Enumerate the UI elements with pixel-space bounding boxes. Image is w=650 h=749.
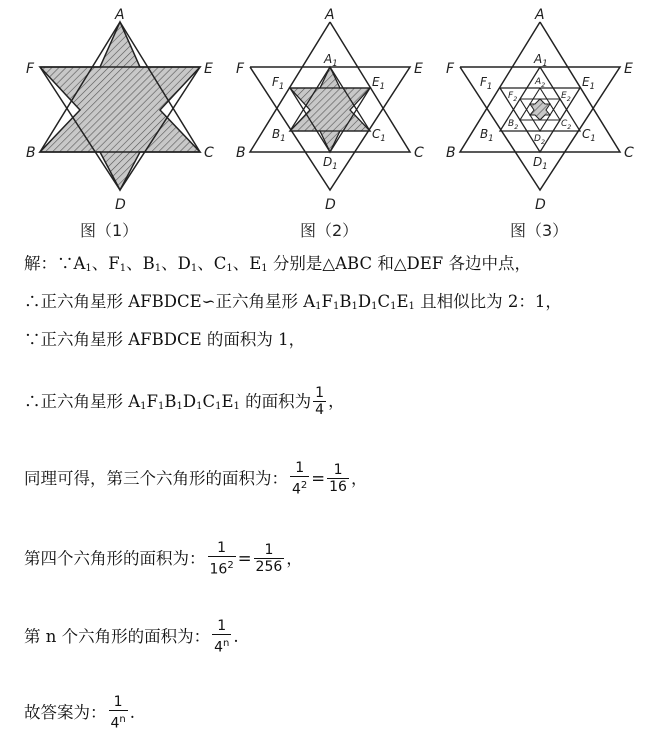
- label-F1: $F_1$: [480, 75, 493, 91]
- label-C: C: [624, 145, 634, 161]
- label-B2: $B_2$: [508, 119, 519, 131]
- answer-fraction: $\frac{1}{4^n}$: [110, 694, 126, 732]
- label-F2: $F_2$: [508, 91, 518, 103]
- fraction-1-over-16: $\frac{1}{16}$: [329, 462, 347, 496]
- fraction-one-quarter: $\frac{1}{4}$: [315, 385, 325, 418]
- figure-3-caption: 图（3）: [510, 221, 569, 240]
- label-F: F: [236, 61, 245, 77]
- solution-line-3: ∵正六角星形 AFBDCE 的面积为 1，: [24, 330, 306, 349]
- fraction-1-over-4-squared: $\frac{1}{4^2}$: [292, 460, 308, 498]
- figure-1: [20, 0, 220, 245]
- label-D: D: [325, 197, 336, 213]
- label-C2: $C_2$: [561, 119, 572, 131]
- solution-line-2: ∴正六角星形 AFBDCE∽正六角星形 $A_1F_1B_1D_1C_1E_1$ 且相似比为 2：1，: [24, 292, 562, 312]
- label-E1: $E_1$: [582, 75, 595, 91]
- label-B1: $B_1$: [272, 127, 286, 143]
- label-B: B: [26, 145, 36, 161]
- figure-2-caption: 图（2）: [300, 221, 359, 240]
- solution-line-1: 解：$\because A_1$、$F_1$、$B_1$、$D_1$、$C_1$、$E_1$ 分别是△ABC 和△DEF 各边中点，: [24, 254, 531, 274]
- label-A: A: [115, 7, 125, 23]
- label-B: B: [236, 145, 246, 161]
- label-C1: $C_1$: [372, 127, 386, 143]
- figure-2: [230, 0, 430, 245]
- fraction-1-over-4-to-n: $\frac{1}{4^n}$: [214, 618, 230, 656]
- label-E: E: [624, 61, 633, 77]
- label-A: A: [535, 7, 545, 23]
- star-hexagram: [40, 22, 200, 190]
- label-D: D: [535, 197, 546, 213]
- answer-label: 故答案为：: [24, 702, 107, 722]
- label-F: F: [446, 61, 455, 77]
- line-7-text: 第 n 个六角形的面积为：: [24, 626, 211, 646]
- label-D: D: [115, 197, 126, 213]
- label-C: C: [414, 145, 424, 161]
- solution-line-7: 第 n 个六角形的面积为： $\frac{1}{4^n}$ .: [24, 618, 239, 656]
- fraction-1-over-16-squared: $\frac{1}{16^2}$: [209, 540, 234, 578]
- figure-3: [440, 0, 640, 245]
- line-4-text: ∴正六角星形 $A_1F_1B_1D_1C_1E_1$ 的面积为: [24, 391, 312, 412]
- label-E: E: [204, 61, 213, 77]
- figure-1-caption: 图（1）: [80, 221, 139, 240]
- label-F1: $F_1$: [272, 75, 285, 91]
- label-B: B: [446, 145, 456, 161]
- line-5-text: 同理可得，第三个六角形的面积为：: [24, 468, 288, 488]
- label-C: C: [204, 145, 214, 161]
- line-6-text: 第四个六角形的面积为：: [24, 548, 206, 568]
- label-A1: $A_1$: [324, 52, 338, 68]
- innermost-star-hexagram: [530, 99, 550, 120]
- label-D1: $D_1$: [533, 155, 548, 171]
- label-C1: $C_1$: [582, 127, 596, 143]
- label-E1: $E_1$: [372, 75, 385, 91]
- label-E2: $E_2$: [561, 91, 571, 103]
- fraction-1-over-256: $\frac{1}{256}$: [255, 542, 283, 576]
- solution-line-6: 第四个六角形的面积为： $\frac{1}{16^2}$ = $\frac{1}{256}$ ，: [24, 540, 303, 578]
- label-A2: $A_2$: [535, 77, 546, 89]
- label-B1: $B_1$: [480, 127, 494, 143]
- answer-line: 故答案为： $\frac{1}{4^n}$ .: [24, 694, 136, 732]
- label-D1: $D_1$: [323, 155, 338, 171]
- solution-line-4: ∴正六角星形 $A_1F_1B_1D_1C_1E_1$ 的面积为 $\frac{1}{4}$ ，: [24, 385, 345, 418]
- label-E: E: [414, 61, 423, 77]
- label-D2: $D_2$: [534, 134, 545, 146]
- inner-star-hexagram: [290, 67, 370, 152]
- label-F: F: [26, 61, 35, 77]
- label-A: A: [325, 7, 335, 23]
- solution-line-5: 同理可得，第三个六角形的面积为： $\frac{1}{4^2}$ = $\frac{1}{16}$ ，: [24, 460, 368, 498]
- label-A1: $A_1$: [534, 52, 548, 68]
